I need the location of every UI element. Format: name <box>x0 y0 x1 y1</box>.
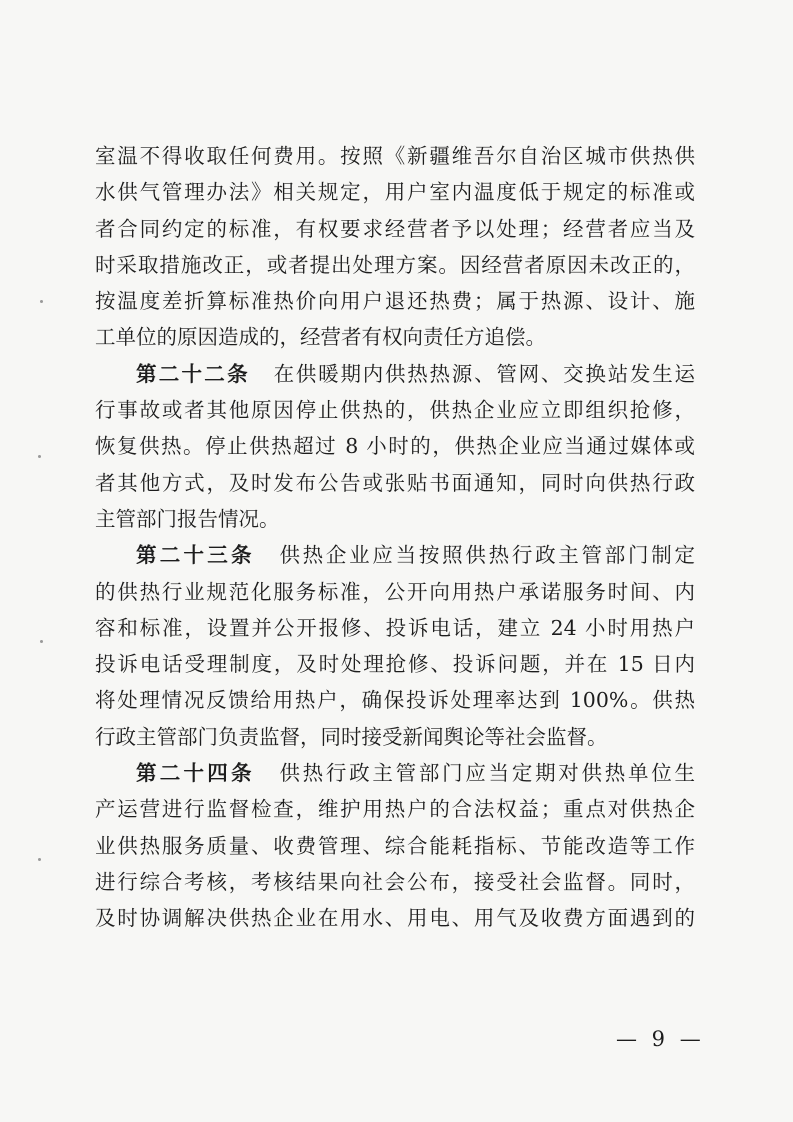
scan-speck <box>40 640 43 643</box>
text-line: 将处理情况反馈给用热户，确保投诉处理率达到 100%。供热 <box>95 688 695 713</box>
text-line: 水供气管理办法》相关规定，用户室内温度低于规定的标准或 <box>95 180 695 205</box>
article-text: 供热企业应当按照供热行政主管部门制定 <box>276 543 696 568</box>
text-line: 产运营进行监督检查，维护用热户的合法权益；重点对供热企 <box>95 797 695 822</box>
article-text: 在供暖期内供热热源、管网、交换站发生运 <box>271 361 696 386</box>
article-first-line <box>95 537 695 573</box>
text-line: 恢复供热。停止供热超过 8 小时的，供热企业应当通过媒体或 <box>95 434 695 459</box>
text-line: 投诉电话受理制度，及时处理抢修、投诉问题，并在 15 日内 <box>95 652 695 677</box>
text-line: 行事故或者其他原因停止供热的，供热企业应立即组织抢修， <box>95 398 695 423</box>
article-23 <box>95 537 695 755</box>
body-text <box>95 138 695 937</box>
text-line: 者合同约定的标准，有权要求经营者予以处理；经营者应当及 <box>95 216 695 241</box>
article-text: 供热行政主管部门应当定期对供热单位生 <box>276 761 696 786</box>
scan-speck <box>40 300 43 303</box>
scan-speck <box>38 858 41 861</box>
text-line: 时采取措施改正，或者提出处理方案。因经营者原因未改正的， <box>95 252 695 277</box>
text-line: 业供热服务质量、收费管理、综合能耗指标、节能改造等工作 <box>95 833 695 858</box>
text-line: 行政主管部门负责监督，同时接受新闻舆论等社会监督。 <box>95 724 608 749</box>
page-number: — 9 — <box>616 1027 705 1051</box>
text-line: 容和标准，设置并公开报修、投诉电话，建立 24 小时用热户 <box>95 615 695 640</box>
article-label: 第二十二条 <box>136 361 250 386</box>
text-line: 进行综合考核，考核结果向社会公布，接受社会监督。同时， <box>95 869 695 894</box>
paragraph-continuation <box>95 138 695 356</box>
text-line: 按温度差折算标准热价向用户退还热费；属于热源、设计、施 <box>95 289 695 314</box>
article-first-line <box>95 356 695 392</box>
scan-speck <box>38 455 41 458</box>
text-line: 者其他方式，及时发布公告或张贴书面通知，同时向供热行政 <box>95 470 695 495</box>
article-24 <box>95 755 695 936</box>
article-first-line <box>95 755 695 791</box>
text-line: 及时协调解决供热企业在用水、用电、用气及收费方面遇到的 <box>95 906 695 931</box>
text-line: 主管部门报告情况。 <box>95 506 280 531</box>
article-22 <box>95 356 695 537</box>
text-line: 工单位的原因造成的，经营者有权向责任方追偿。 <box>95 325 546 350</box>
text-line: 室温不得收取任何费用。按照《新疆维吾尔自治区城市供热供 <box>95 144 695 168</box>
article-label: 第二十三条 <box>136 543 255 568</box>
text-line: 的供热行业规范化服务标准，公开向用热户承诺服务时间、内 <box>95 579 695 604</box>
article-label: 第二十四条 <box>136 761 255 786</box>
